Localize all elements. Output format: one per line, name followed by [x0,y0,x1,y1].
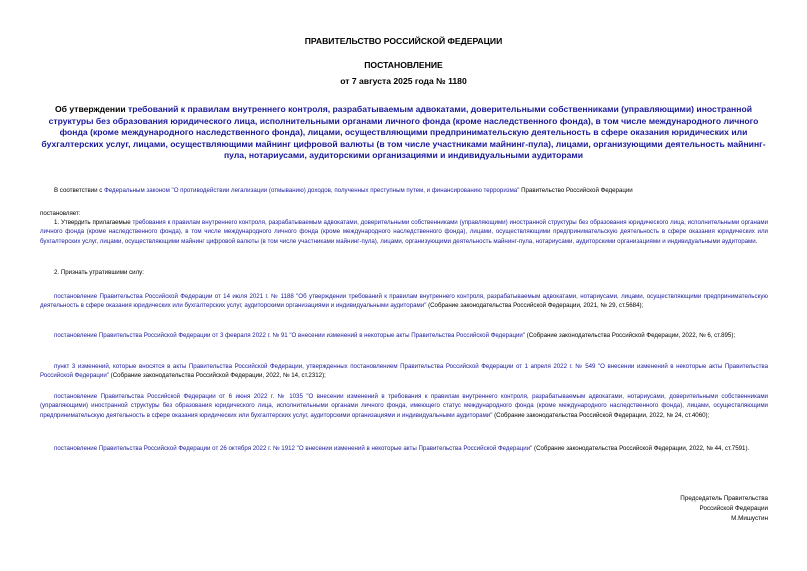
requirements-link[interactable]: требования к правилам внутреннего контроля, разрабатываемым адвокатами, доверительными собственниками (управляющими) иностранной структуры без образования юридического лица, исполнительными органами личного фонда (кроме наследственного фонда), в том числе международного личного фонда (кроме международного наследственного фонда), лицами, осуществляющими предпринимательскую деятельность в сфере оказания юридических или бухгалтерских услуг, лицами, осуществляющими майнинг цифровой валюты (в том числе участниками майнинг-пула), лицами, организующими деятельность майнинг-пула, нотариусами, аудиторскими организациями и индивидуальными аудиторами [40,219,768,245]
repealed-item [40,444,768,453]
title-link[interactable]: требований к правилам внутреннего контроля, разрабатываемым адвокатами, доверительными собственниками (управляющими) иностранной структуры без образования юридического лица, исполнительными органами личного фонда (кроме наследственного фонда), в том числе международного личного фонда (кроме международного наследственного фонда), лицами, осуществляющими предпринимательскую деятельность в сфере оказания юридических или бухгалтерских услуг, лицами, осуществляющими майнинг цифровой валюты (в том числе участниками майнинг-пула), лицами, организующими деятельность майнинг-пула, нотариусами, аудиторскими организациями и индивидуальными аудиторами [41,104,766,161]
federal-law-link[interactable]: Федеральным законом "О противодействии легализации (отмыванию) доходов, полученных преступным путем, и финансированию терроризма" [104,187,520,194]
preamble-before: В соответствии с [54,187,105,194]
repealed-item [40,331,768,340]
item1-after: . [755,237,758,245]
signature-name: М.Мишустин [731,515,768,522]
item1-before: 1. Утвердить прилагаемые [54,219,133,226]
doc-type-heading: ПОСТАНОВЛЕНИЕ [364,60,443,70]
repealed-item [40,292,768,311]
signature-org: Российской Федерации [699,505,768,512]
repealed-source: (Собрание законодательства Российской Федерации, 2022, № 6, ст.895); [525,332,736,339]
item-2: 2. Признать утратившими силу: [54,269,144,276]
repealed-source: (Собрание законодательства Российской Федерации, 2022, № 24, ст.4060); [492,411,710,419]
repealed-link[interactable]: постановление Правительства Российской Федерации от 3 февраля 2022 г. № 91 "О внесении изменений в некоторые акты Правительства Российской Федерации" [54,332,526,339]
preamble [40,186,768,195]
repealed-link[interactable]: постановление Правительства Российской Федерации от 14 июля 2021 г. № 1188 "Об утверждении требований к правилам внутреннего контроля, разрабатываемым адвокатами, нотариусами, лицами, осуществляющими предпринимательскую деятельность в сфере оказания юридических или бухгалтерских услуг, аудиторскими организациями и индивидуальными аудиторами" [40,293,768,310]
government-heading: ПРАВИТЕЛЬСТВО РОССИЙСКОЙ ФЕДЕРАЦИИ [304,36,503,46]
repealed-link[interactable]: постановление Правительства Российской Федерации от 6 июня 2022 г. № 1035 "О внесении изменений в требования к правилам внутреннего контроля, разрабатываемым адвокатами, нотариусами, доверительными собственниками (управляющими) иностранной структуры без образования юридического лица, исполнительными органами личного фонда, имеющего статус международного фонда (кроме международного наследственного фонда), лицами, осуществляющими предпринимательскую деятельность в сфере оказания юридических или бухгалтерских услуг, аудиторскими организациями и индивидуальными аудиторами" [40,393,768,419]
document-title [40,104,767,162]
repealed-item [40,392,768,420]
title-prefix: Об утверждении [55,104,129,114]
signature-block [680,494,768,524]
repealed-link[interactable]: постановление Правительства Российской Федерации от 26 октября 2022 г. № 1912 "О внесении изменений в некоторые акты Правительства Российской Федерации" [54,445,533,452]
repealed-source: (Собрание законодательства Российской Федерации, 2022, № 14, ст.2312); [108,372,326,380]
preamble-after: Правительство Российской Федерации [519,187,633,194]
signature-position: Председатель Правительства [680,495,768,502]
item-1 [40,218,768,246]
repealed-source: (Собрание законодательства Российской Федерации, 2022, № 44, ст.7591). [532,445,750,452]
repealed-link[interactable]: пункт 3 изменений, которые вносятся в акты Правительства Российской Федерации, утвержденных постановлением Правительства Российской Федерации от 1 апреля 2022 г. № 549 "О внесении изменений в некоторые акты Правительства Российской Федерации" [40,363,768,380]
date-number-heading: от 7 августа 2025 года № 1180 [340,76,467,86]
decides-text: постановляет: [40,210,81,217]
repealed-source: (Собрание законодательства Российской Федерации, 2021, № 29, ст.5684); [426,302,644,310]
repealed-item [40,362,768,381]
